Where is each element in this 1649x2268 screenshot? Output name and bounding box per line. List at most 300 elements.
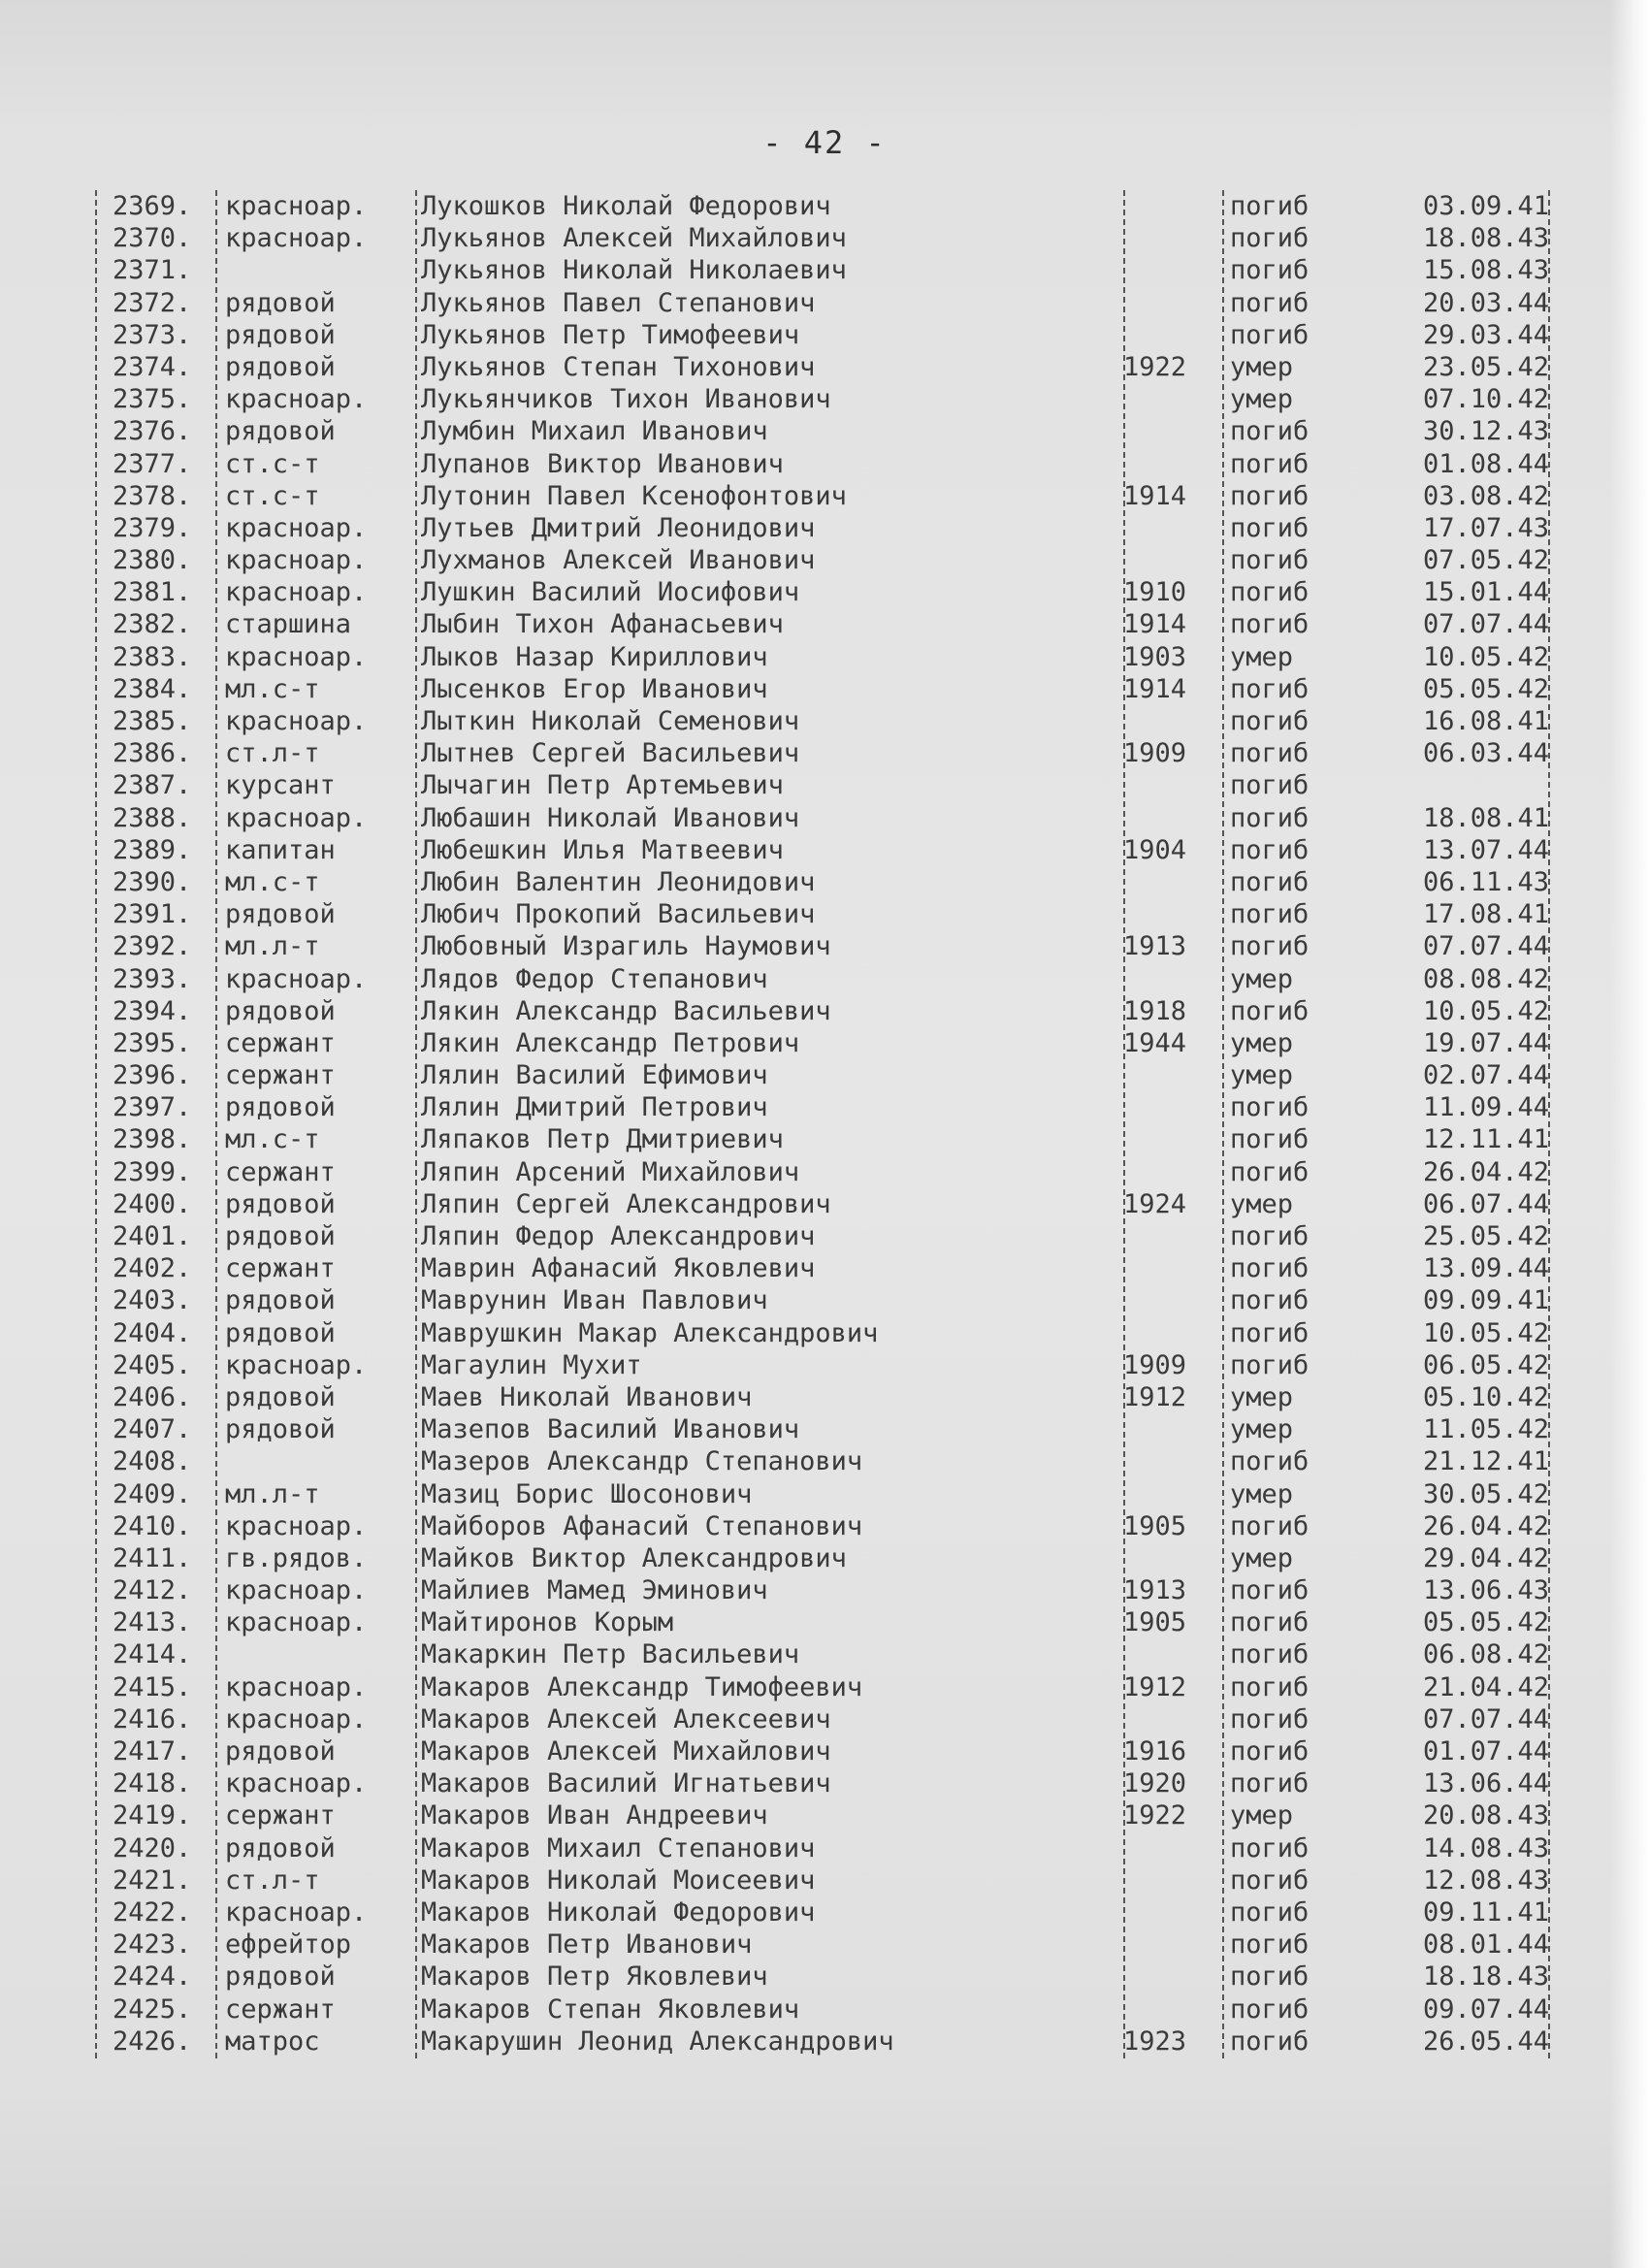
- date: 23.05.42: [1422, 351, 1549, 382]
- date: 18.08.41: [1422, 802, 1549, 833]
- full-name: Лыбин Тихон Афанасьевич: [421, 609, 784, 640]
- rank: рядовой: [225, 1285, 336, 1316]
- entry-number: 2412.: [113, 1575, 192, 1606]
- entry-number: 2405.: [113, 1349, 192, 1380]
- birth-year: 1914: [1123, 609, 1187, 640]
- entry-number: 2374.: [113, 351, 192, 382]
- rank: сержант: [225, 1993, 336, 2025]
- full-name: Лукьянов Павел Степанович: [421, 287, 816, 318]
- rank: рядовой: [225, 351, 336, 382]
- full-name: Макаров Алексей Михайлович: [421, 1736, 831, 1766]
- date: 25.05.42: [1422, 1221, 1549, 1251]
- full-name: Лукьянов Петр Тимофеевич: [421, 319, 800, 350]
- table-row: [97, 866, 1557, 898]
- full-name: Любин Валентин Леонидович: [421, 866, 816, 897]
- entry-number: 2390.: [113, 866, 192, 897]
- full-name: Лытнев Сергей Васильевич: [421, 738, 800, 769]
- rank: красноар.: [225, 223, 368, 254]
- status: погиб: [1230, 1736, 1310, 1766]
- full-name: Лукьянчиков Тихон Иванович: [421, 384, 831, 415]
- date: 20.03.44: [1422, 287, 1549, 318]
- birth-year: 1918: [1123, 995, 1187, 1026]
- full-name: Лякин Александр Петрович: [421, 1027, 800, 1058]
- status: умер: [1230, 641, 1294, 672]
- birth-year: 1923: [1123, 2025, 1187, 2057]
- table-row: [97, 608, 1557, 640]
- status: погиб: [1230, 1156, 1310, 1187]
- full-name: Лукошков Николай Федорович: [421, 191, 831, 221]
- status: умер: [1230, 1414, 1294, 1445]
- date: 05.05.42: [1422, 673, 1549, 704]
- table-row: [97, 448, 1557, 480]
- entry-number: 2398.: [113, 1124, 192, 1155]
- rank: матрос: [225, 2025, 320, 2057]
- rank: красноар.: [225, 1510, 368, 1541]
- rank: рядовой: [225, 416, 336, 447]
- rank: красноар.: [225, 512, 368, 543]
- table-row: [97, 1284, 1557, 1316]
- full-name: Маврунин Иван Павлович: [421, 1285, 768, 1316]
- table-row: [97, 1445, 1557, 1477]
- full-name: Маврин Афанасий Яковлевич: [421, 1253, 816, 1284]
- birth-year: 1924: [1123, 1188, 1187, 1219]
- birth-year: 1912: [1123, 1381, 1187, 1412]
- date: 07.05.42: [1422, 545, 1549, 576]
- rank: красноар.: [225, 963, 368, 994]
- entry-number: 2426.: [113, 2025, 192, 2057]
- entry-number: 2403.: [113, 1285, 192, 1316]
- status: погиб: [1230, 1864, 1310, 1895]
- rank: рядовой: [225, 1832, 336, 1863]
- full-name: Макаров Николай Федорович: [421, 1896, 816, 1928]
- table-row: [97, 1091, 1557, 1123]
- date: 07.10.42: [1422, 384, 1549, 415]
- entry-number: 2377.: [113, 448, 192, 479]
- full-name: Лухманов Алексей Иванович: [421, 545, 816, 576]
- full-name: Любич Прокопий Васильевич: [421, 899, 816, 930]
- date: 17.07.43: [1422, 512, 1549, 543]
- entry-number: 2387.: [113, 770, 192, 801]
- rank: рядовой: [225, 995, 336, 1026]
- table-row: [97, 512, 1557, 544]
- table-row: [97, 769, 1557, 801]
- rank: ефрейтор: [225, 1929, 352, 1960]
- full-name: Ляпин Сергей Александрович: [421, 1188, 831, 1219]
- birth-year: 1922: [1123, 351, 1187, 382]
- date: 13.07.44: [1422, 834, 1549, 865]
- full-name: Лумбин Михаил Иванович: [421, 416, 768, 447]
- entry-number: 2399.: [113, 1156, 192, 1187]
- table-row: [97, 1478, 1557, 1510]
- status: умер: [1230, 1027, 1294, 1058]
- date: 26.05.44: [1422, 2025, 1549, 2057]
- table-row: [97, 1574, 1557, 1606]
- date: 05.05.42: [1422, 1607, 1549, 1638]
- table-row: [97, 415, 1557, 447]
- full-name: Любашин Николай Иванович: [421, 802, 800, 833]
- table-row: [97, 1638, 1557, 1670]
- entry-number: 2404.: [113, 1317, 192, 1348]
- table-row: [97, 898, 1557, 930]
- entry-number: 2425.: [113, 1993, 192, 2025]
- table-row: [97, 1767, 1557, 1799]
- date: 10.05.42: [1422, 1317, 1549, 1348]
- status: погиб: [1230, 416, 1310, 447]
- full-name: Майборов Афанасий Степанович: [421, 1510, 863, 1541]
- full-name: Лукьянов Алексей Михайлович: [421, 223, 847, 254]
- status: погиб: [1230, 1575, 1310, 1606]
- status: погиб: [1230, 1607, 1310, 1638]
- entry-number: 2391.: [113, 899, 192, 930]
- entry-number: 2423.: [113, 1929, 192, 1960]
- birth-year: 1912: [1123, 1671, 1187, 1702]
- birth-year: 1903: [1123, 641, 1187, 672]
- full-name: Ляпин Федор Александрович: [421, 1221, 816, 1251]
- rank: рядовой: [225, 1221, 336, 1251]
- date: 29.03.44: [1422, 319, 1549, 350]
- entry-number: 2408.: [113, 1446, 192, 1477]
- rank: красноар.: [225, 1703, 368, 1734]
- table-row: [97, 995, 1557, 1027]
- status: погиб: [1230, 995, 1310, 1026]
- date: 16.08.41: [1422, 706, 1549, 736]
- rank: мл.с-т: [225, 673, 320, 704]
- status: умер: [1230, 1478, 1294, 1509]
- entry-number: 2369.: [113, 191, 192, 221]
- rank: ст.л-т: [225, 738, 320, 769]
- rank: рядовой: [225, 1414, 336, 1445]
- date: 18.08.43: [1422, 223, 1549, 254]
- status: погиб: [1230, 480, 1310, 511]
- entry-number: 2396.: [113, 1060, 192, 1091]
- table-row: [97, 190, 1557, 222]
- rank: красноар.: [225, 384, 368, 415]
- status: погиб: [1230, 1671, 1310, 1702]
- table-row: [97, 1027, 1557, 1059]
- full-name: Мазиц Борис Шосонович: [421, 1478, 753, 1509]
- date: 07.07.44: [1422, 609, 1549, 640]
- status: погиб: [1230, 1285, 1310, 1316]
- entry-number: 2388.: [113, 802, 192, 833]
- date: 09.09.41: [1422, 1285, 1549, 1316]
- table-row: [97, 351, 1557, 383]
- date: 12.11.41: [1422, 1124, 1549, 1155]
- date: 03.09.41: [1422, 191, 1549, 221]
- full-name: Лычагин Петр Артемьевич: [421, 770, 784, 801]
- roster-table: [97, 190, 1557, 2057]
- birth-year: 1914: [1123, 673, 1187, 704]
- table-row: [97, 1188, 1557, 1220]
- full-name: Майков Виктор Александрович: [421, 1542, 847, 1573]
- rank: сержант: [225, 1060, 336, 1091]
- birth-year: 1904: [1123, 834, 1187, 865]
- table-row: [97, 222, 1557, 254]
- date: 13.06.44: [1422, 1768, 1549, 1799]
- full-name: Лялин Дмитрий Петрович: [421, 1092, 768, 1123]
- status: погиб: [1230, 834, 1310, 865]
- date: 06.05.42: [1422, 1349, 1549, 1380]
- date: 20.08.43: [1422, 1800, 1549, 1831]
- table-row: [97, 319, 1557, 351]
- full-name: Ляпин Арсений Михайлович: [421, 1156, 800, 1187]
- rank: сержант: [225, 1253, 336, 1284]
- rank: гв.рядов.: [225, 1542, 368, 1573]
- entry-number: 2382.: [113, 609, 192, 640]
- status: погиб: [1230, 738, 1310, 769]
- entry-number: 2395.: [113, 1027, 192, 1058]
- rank: мл.с-т: [225, 1124, 320, 1155]
- date: 21.12.41: [1422, 1446, 1549, 1477]
- date: 05.10.42: [1422, 1381, 1549, 1412]
- entry-number: 2376.: [113, 416, 192, 447]
- date: 06.11.43: [1422, 866, 1549, 897]
- date: 09.11.41: [1422, 1896, 1549, 1928]
- date: 10.05.42: [1422, 995, 1549, 1026]
- status: погиб: [1230, 448, 1310, 479]
- status: погиб: [1230, 191, 1310, 221]
- table-row: [97, 802, 1557, 834]
- date: 12.08.43: [1422, 1864, 1549, 1895]
- status: умер: [1230, 1188, 1294, 1219]
- full-name: Макаров Петр Яковлевич: [421, 1961, 768, 1993]
- table-row: [97, 383, 1557, 415]
- full-name: Макаров Николай Моисеевич: [421, 1864, 816, 1895]
- full-name: Любешкин Илья Матвеевич: [421, 834, 784, 865]
- status: погиб: [1230, 1124, 1310, 1155]
- status: умер: [1230, 384, 1294, 415]
- full-name: Макаров Александр Тимофеевич: [421, 1671, 863, 1702]
- rank: красноар.: [225, 1768, 368, 1799]
- full-name: Макарушин Леонид Александрович: [421, 2025, 894, 2057]
- status: погиб: [1230, 931, 1310, 962]
- full-name: Лялин Василий Ефимович: [421, 1060, 768, 1091]
- rank: сержант: [225, 1027, 336, 1058]
- full-name: Лысенков Егор Иванович: [421, 673, 768, 704]
- date: 09.07.44: [1422, 1993, 1549, 2025]
- entry-number: 2384.: [113, 673, 192, 704]
- status: погиб: [1230, 866, 1310, 897]
- entry-number: 2402.: [113, 1253, 192, 1284]
- entry-number: 2373.: [113, 319, 192, 350]
- entry-number: 2421.: [113, 1864, 192, 1895]
- table-row: [97, 1059, 1557, 1091]
- date: 06.07.44: [1422, 1188, 1549, 1219]
- rank: красноар.: [225, 191, 368, 221]
- birth-year: 1913: [1123, 1575, 1187, 1606]
- table-row: [97, 544, 1557, 576]
- date: 08.08.42: [1422, 963, 1549, 994]
- full-name: Лукьянов Николай Николаевич: [421, 255, 847, 286]
- status: погиб: [1230, 1929, 1310, 1960]
- table-row: [97, 737, 1557, 769]
- entry-number: 2372.: [113, 287, 192, 318]
- entry-number: 2420.: [113, 1832, 192, 1863]
- rank: сержант: [225, 1800, 336, 1831]
- entry-number: 2400.: [113, 1188, 192, 1219]
- date: 03.08.42: [1422, 480, 1549, 511]
- birth-year: 1909: [1123, 738, 1187, 769]
- table-row: [97, 1606, 1557, 1638]
- table-row: [97, 673, 1557, 705]
- status: погиб: [1230, 577, 1310, 608]
- rank: сержант: [225, 1156, 336, 1187]
- full-name: Маврушкин Макар Александрович: [421, 1317, 879, 1348]
- status: погиб: [1230, 545, 1310, 576]
- entry-number: 2406.: [113, 1381, 192, 1412]
- birth-year: 1916: [1123, 1736, 1187, 1766]
- full-name: Магаулин Мухит: [421, 1349, 642, 1380]
- entry-number: 2413.: [113, 1607, 192, 1638]
- table-row: [97, 1349, 1557, 1381]
- status: погиб: [1230, 1993, 1310, 2025]
- entry-number: 2393.: [113, 963, 192, 994]
- status: погиб: [1230, 255, 1310, 286]
- table-row: [97, 930, 1557, 962]
- table-row: [97, 1799, 1557, 1831]
- status: умер: [1230, 1060, 1294, 1091]
- table-row: [97, 1735, 1557, 1767]
- table-row: [97, 1317, 1557, 1349]
- table-row: [97, 1864, 1557, 1896]
- table-row: [97, 1510, 1557, 1542]
- birth-year: 1944: [1123, 1027, 1187, 1058]
- full-name: Лутонин Павел Ксенофонтович: [421, 480, 847, 511]
- status: погиб: [1230, 899, 1310, 930]
- status: погиб: [1230, 673, 1310, 704]
- date: 07.07.44: [1422, 931, 1549, 962]
- table-row: [97, 287, 1557, 319]
- entry-number: 2371.: [113, 255, 192, 286]
- status: погиб: [1230, 319, 1310, 350]
- entry-number: 2378.: [113, 480, 192, 511]
- birth-year: 1909: [1123, 1349, 1187, 1380]
- date: 17.08.41: [1422, 899, 1549, 930]
- entry-number: 2415.: [113, 1671, 192, 1702]
- entry-number: 2380.: [113, 545, 192, 576]
- table-row: [97, 1220, 1557, 1252]
- rank: рядовой: [225, 899, 336, 930]
- rank: красноар.: [225, 641, 368, 672]
- status: погиб: [1230, 1221, 1310, 1251]
- birth-year: 1914: [1123, 480, 1187, 511]
- status: погиб: [1230, 1832, 1310, 1863]
- status: умер: [1230, 1800, 1294, 1831]
- full-name: Маев Николай Иванович: [421, 1381, 753, 1412]
- entry-number: 2392.: [113, 931, 192, 962]
- date: 01.07.44: [1422, 1736, 1549, 1766]
- entry-number: 2383.: [113, 641, 192, 672]
- entry-number: 2397.: [113, 1092, 192, 1123]
- table-row: [97, 2025, 1557, 2057]
- birth-year: 1905: [1123, 1607, 1187, 1638]
- table-row: [97, 1381, 1557, 1413]
- birth-year: 1913: [1123, 931, 1187, 962]
- rank: рядовой: [225, 319, 336, 350]
- status: погиб: [1230, 609, 1310, 640]
- table-row: [97, 1252, 1557, 1284]
- birth-year: 1910: [1123, 577, 1187, 608]
- status: погиб: [1230, 770, 1310, 801]
- birth-year: 1920: [1123, 1768, 1187, 1799]
- full-name: Майлиев Мамед Эминович: [421, 1575, 768, 1606]
- full-name: Лукьянов Степан Тихонович: [421, 351, 816, 382]
- full-name: Лутьев Дмитрий Леонидович: [421, 512, 816, 543]
- rank: красноар.: [225, 706, 368, 736]
- table-row: [97, 1156, 1557, 1188]
- entry-number: 2410.: [113, 1510, 192, 1541]
- status: погиб: [1230, 1446, 1310, 1477]
- entry-number: 2386.: [113, 738, 192, 769]
- birth-year: 1905: [1123, 1510, 1187, 1541]
- status: погиб: [1230, 1961, 1310, 1993]
- full-name: Лыков Назар Кириллович: [421, 641, 768, 672]
- date: 13.06.43: [1422, 1575, 1549, 1606]
- status: погиб: [1230, 1639, 1310, 1670]
- status: погиб: [1230, 287, 1310, 318]
- rank: красноар.: [225, 802, 368, 833]
- table-row: [97, 1671, 1557, 1703]
- entry-number: 2424.: [113, 1961, 192, 1993]
- date: 11.09.44: [1422, 1092, 1549, 1123]
- full-name: Макаров Петр Иванович: [421, 1929, 753, 1960]
- full-name: Мазепов Василий Иванович: [421, 1414, 800, 1445]
- table-row: [97, 1413, 1557, 1445]
- birth-year: 1922: [1123, 1800, 1187, 1831]
- entry-number: 2379.: [113, 512, 192, 543]
- rank: рядовой: [225, 1092, 336, 1123]
- full-name: Макаров Михаил Степанович: [421, 1832, 816, 1863]
- status: погиб: [1230, 512, 1310, 543]
- status: умер: [1230, 1542, 1294, 1573]
- status: погиб: [1230, 1896, 1310, 1928]
- status: погиб: [1230, 706, 1310, 736]
- status: умер: [1230, 1381, 1294, 1412]
- full-name: Лядов Федор Степанович: [421, 963, 768, 994]
- status: погиб: [1230, 1510, 1310, 1541]
- date: 30.12.43: [1422, 416, 1549, 447]
- table-row: [97, 1703, 1557, 1735]
- entry-number: 2370.: [113, 223, 192, 254]
- table-row: [97, 641, 1557, 673]
- date: 29.04.42: [1422, 1542, 1549, 1573]
- date: 26.04.42: [1422, 1156, 1549, 1187]
- table-row: [97, 1542, 1557, 1574]
- rank: красноар.: [225, 1671, 368, 1702]
- status: умер: [1230, 963, 1294, 994]
- table-row: [97, 1993, 1557, 2025]
- entry-number: 2394.: [113, 995, 192, 1026]
- full-name: Макаркин Петр Васильевич: [421, 1639, 800, 1670]
- entry-number: 2381.: [113, 577, 192, 608]
- status: погиб: [1230, 1092, 1310, 1123]
- rank: рядовой: [225, 1381, 336, 1412]
- full-name: Любовный Израгиль Наумович: [421, 931, 831, 962]
- entry-number: 2411.: [113, 1542, 192, 1573]
- date: 06.03.44: [1422, 738, 1549, 769]
- entry-number: 2401.: [113, 1221, 192, 1251]
- rank: красноар.: [225, 545, 368, 576]
- rank: красноар.: [225, 1896, 368, 1928]
- entry-number: 2409.: [113, 1478, 192, 1509]
- table-row: [97, 705, 1557, 737]
- rank: красноар.: [225, 1575, 368, 1606]
- rank: рядовой: [225, 1961, 336, 1993]
- full-name: Ляпаков Петр Дмитриевич: [421, 1124, 784, 1155]
- full-name: Лякин Александр Васильевич: [421, 995, 831, 1026]
- table-row: [97, 1832, 1557, 1864]
- date: 13.09.44: [1422, 1253, 1549, 1284]
- date: 08.01.44: [1422, 1929, 1549, 1960]
